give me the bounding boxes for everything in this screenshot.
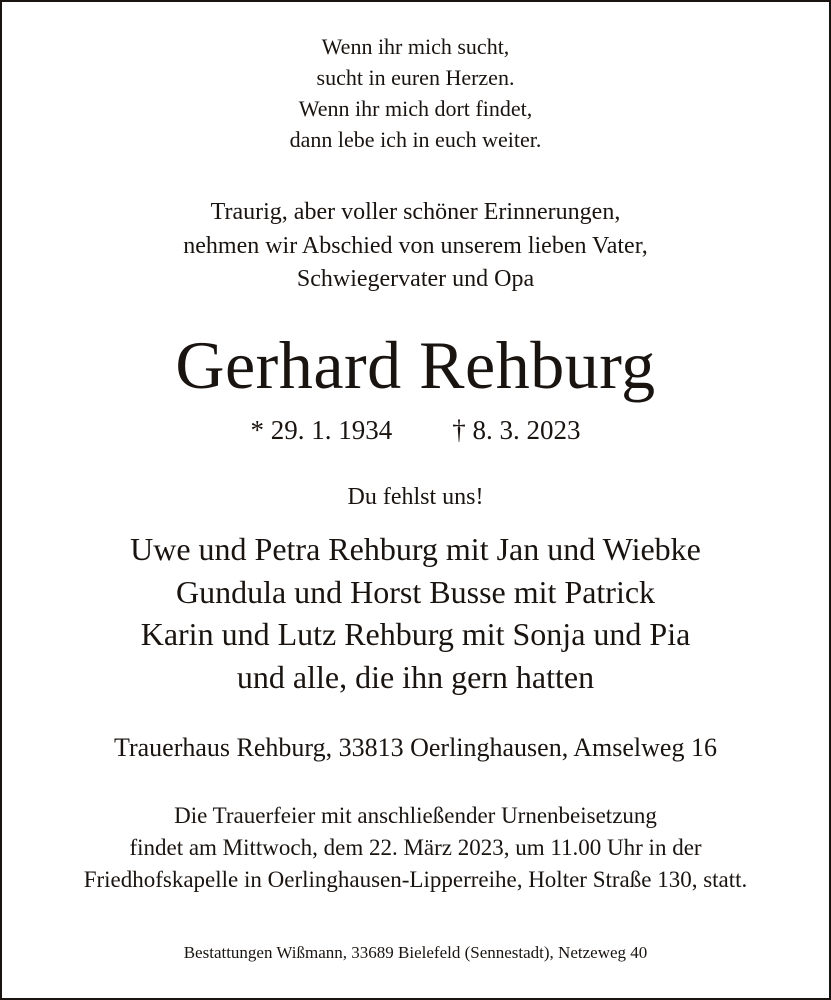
deceased-name: Gerhard Rehburg bbox=[175, 327, 656, 403]
intro-text bbox=[0, 196, 831, 297]
intro-line: Traurig, aber voller schöner Erinnerungen, bbox=[210, 199, 621, 225]
intro-line: Schwiegervater und Opa bbox=[296, 266, 535, 292]
poem-line: sucht in euren Herzen. bbox=[316, 65, 515, 90]
poem-line: dann lebe ich in euch weiter. bbox=[289, 127, 542, 152]
life-dates bbox=[0, 412, 831, 448]
ceremony-line: findet am Mittwoch, dem 22. März 2023, um 11.00 Uhr in der bbox=[129, 835, 702, 860]
ceremony-line: Die Trauerfeier mit anschließender Urnenbeisetzung bbox=[174, 803, 657, 828]
poem-line: Wenn ihr mich dort findet, bbox=[298, 96, 533, 121]
birth-date: * 29. 1. 1934 bbox=[250, 415, 393, 445]
family-line: und alle, die ihn gern hatten bbox=[236, 658, 595, 695]
miss-line: Du fehlst uns! bbox=[347, 484, 484, 510]
intro-line: nehmen wir Abschied von unserem lieben Vater, bbox=[183, 232, 648, 259]
family-line: Karin und Lutz Rehburg mit Sonja und Pia bbox=[140, 616, 691, 652]
mourning-house-address: Trauerhaus Rehburg, 33813 Oerlinghausen, Amselweg 16 bbox=[114, 733, 717, 762]
family-line: Gundula und Horst Busse mit Patrick bbox=[175, 573, 656, 610]
ceremony-info bbox=[0, 800, 831, 896]
poem-line: Wenn ihr mich sucht, bbox=[321, 34, 510, 59]
family-list bbox=[0, 528, 831, 698]
death-date: † 8. 3. 2023 bbox=[452, 415, 581, 445]
family-line: Uwe und Petra Rehburg mit Jan und Wiebke bbox=[130, 531, 701, 567]
poem bbox=[0, 31, 831, 155]
ceremony-line: Friedhofskapelle in Oerlinghausen-Lipperreihe, Holter Straße 130, statt. bbox=[83, 867, 748, 892]
undertaker-info: Bestattungen Wißmann, 33689 Bielefeld (Sennestadt), Netzeweg 40 bbox=[183, 943, 648, 962]
